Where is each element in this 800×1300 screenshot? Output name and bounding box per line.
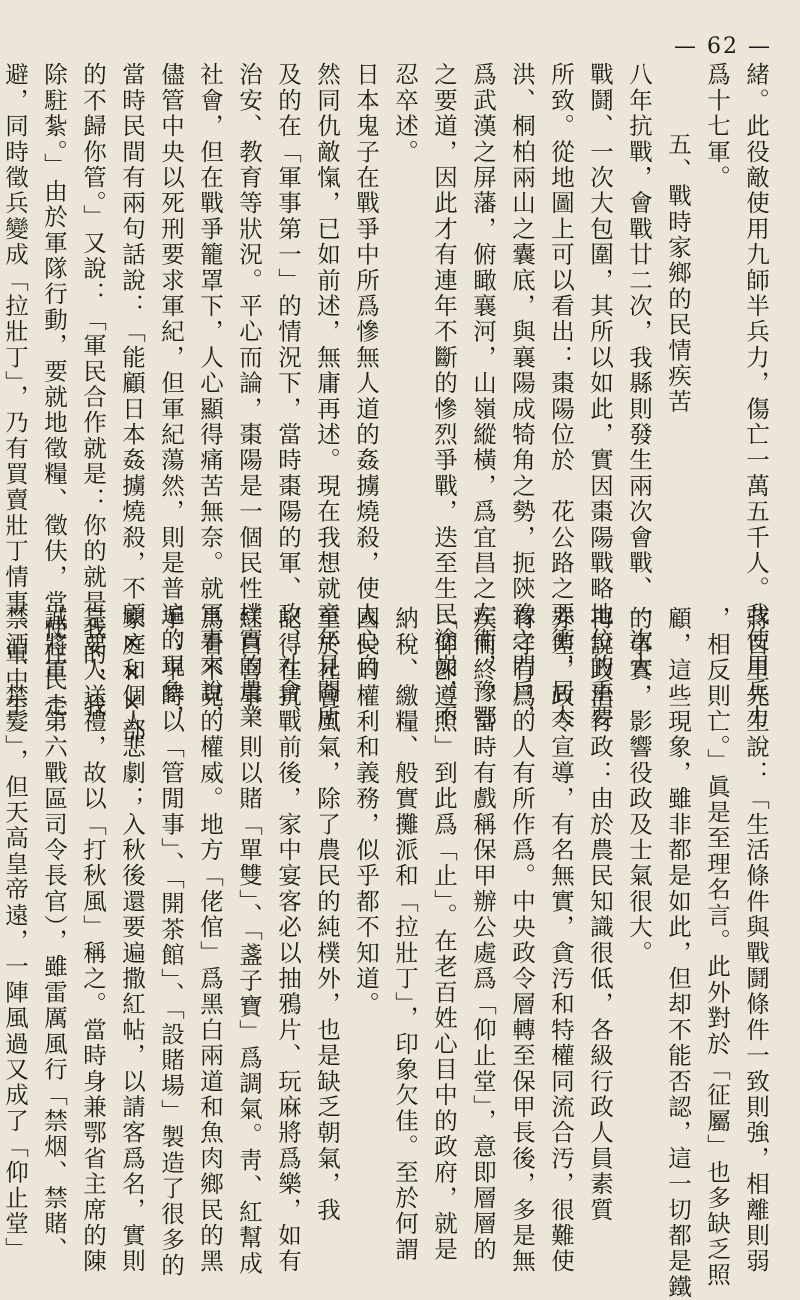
lower-text-column: ，相反則亡。」眞是至理名言。此外對於「征屬」也多缺乏照 xyxy=(703,606,731,1289)
upper-text-column: 除駐紮。」由於軍隊行動，要就地徵糧、徵伕，常使住民走 xyxy=(40,62,68,719)
lower-text-column: 家庭和個人悲劇；入秋後還要遍撒紅帖，以請客爲名，實則 xyxy=(118,606,146,1275)
upper-text-column: 然同仇敵愾，已如前述，無庸再述。現在我想就童年見聞所 xyxy=(313,62,341,731)
upper-text-column: 日本鬼子在戰爭中所爲慘無人道的姦擄燒殺，使人心自 xyxy=(352,62,380,679)
page-number: — 62 — xyxy=(674,34,772,59)
lower-text-column: 「仰卽遵照」到此爲「止」。在老百姓心目中的政府，就是 xyxy=(430,606,458,1263)
lower-text-column: 的事實，影響役政及士氣很大。 xyxy=(625,606,653,966)
upper-text-column: 儘管中央以死刑要求軍紀，但軍紀蕩然，則是普遍的現象， xyxy=(157,62,185,731)
upper-text-column: 社會，但在戰爭籠罩下，人心顯得痛苦無奈。就軍事來說， xyxy=(196,62,224,731)
upper-text-column: 忍卒述。 xyxy=(391,62,419,165)
lower-text-column: 誠將軍（第六戰區司令長官），雖雷厲風行「禁烟、禁賭、 xyxy=(40,606,68,1263)
upper-text-column: 洪、桐柏兩山之囊底，與襄陽成犄角之勢，扼陝豫之門戶， xyxy=(508,62,536,731)
lower-text-column: 爲看不見的權威。地方「佬倌」爲黑白兩道和魚肉鄉民的黑 xyxy=(196,606,224,1275)
lower-text-column: 記得在抗戰前後，家中宴客必以抽鴉片、玩麻將爲樂，如有 xyxy=(274,606,302,1275)
upper-text-column: 爲十七軍。 xyxy=(703,62,731,191)
lower-text-column: 再說政治行政：由於農民知識很低，各級行政人員素質 xyxy=(586,606,614,1223)
lower-text-column: 顧，這些現象，雖非都是如此，但却不能否認，這一切都是鐵 xyxy=(664,606,692,1300)
upper-text-column: 的不歸你管。」又說：「軍民合作就是：你的就是我的，我 xyxy=(79,62,107,719)
lower-text-column: 至於社會風氣，除了農民的純樸外，也是缺乏朝氣，我 xyxy=(313,606,341,1223)
upper-text-column: 所致。從地圖上可以看出：棗陽位於 花公路之要衝，居大 xyxy=(547,62,575,731)
upper-text-column: 及的在「軍事第一」的情況下，當時棗陽的軍、政、社會、 xyxy=(274,62,302,731)
upper-text-column: 緒。此役敵使用九師半兵力，傷亡一萬五千人。我使用兵力 xyxy=(742,62,770,731)
upper-text-column: 戰鬪、一次大包圍，其所以如此，實因棗陽戰略地位的重要 xyxy=(586,62,614,731)
lower-text-column: 國民的權利和義務，似乎都不知道。 xyxy=(352,606,380,1018)
lower-text-column: 疾而終，當時有戲稱保甲辦公處爲「仰止堂」，意即層層的 xyxy=(469,606,497,1263)
lower-text-column: 手；平時以「管閒事」、「開茶館」、「設賭場」製造了很多的 xyxy=(157,606,185,1279)
upper-text-column: 之要道，因此才有連年不斷的慘烈爭戰，迭至生民塗炭，不 xyxy=(430,62,458,731)
upper-text-block xyxy=(1,62,775,744)
lower-text-column: 禁酒、禁髮」，但天高皇帝遠，一陣風過又成了「仰止堂」 xyxy=(1,606,29,1263)
upper-text-column: 避，同時徵兵變成「拉壯丁」，乃有買賣壯丁情事。軍中生 xyxy=(1,62,29,719)
lower-text-column: 亦差，政令宣導，有名無實，貪汚和特權同流合汚，很難使 xyxy=(547,606,575,1275)
upper-text-column: 治安、教育等狀況。平心而論，棗陽是一個民性樸實的農業 xyxy=(235,62,263,731)
lower-text-column: 是要人送禮，故以「打秋風」稱之。當時身兼鄂省主席的陳 xyxy=(79,606,107,1275)
section-heading: 五、戰時家鄉的民情疾苦 xyxy=(664,132,692,415)
lower-text-column: 納稅、繳糧、般實攤派和「拉壯丁」，印象欠佳。至於何謂 xyxy=(391,606,419,1263)
lower-text-column: 有守有爲的人有所作爲。中央政令層轉至保甲長後，多是無 xyxy=(508,606,536,1275)
upper-text-column: 當時民間有兩句話說：「能顧日本姦擄燒殺，不顧×××部 xyxy=(118,62,146,744)
lower-text-block xyxy=(1,606,775,1300)
upper-text-column: 八年抗戰，會戰廿二次，我縣則發生兩次會戰、一次大 xyxy=(625,62,653,679)
lower-text-column: 紅白喜事，則以賭「單雙」、「盞子寶」爲調氣。靑、紅幫成 xyxy=(235,606,263,1277)
upper-text-column: 爲武漢之屏藩，俯瞰襄河，山嶺縱橫，爲宜昌之左衛，豫鄂 xyxy=(469,62,497,731)
lower-text-column: 蔣百里先生說：「生活條件與戰鬪條件一致則強，相離則弱 xyxy=(742,606,770,1275)
